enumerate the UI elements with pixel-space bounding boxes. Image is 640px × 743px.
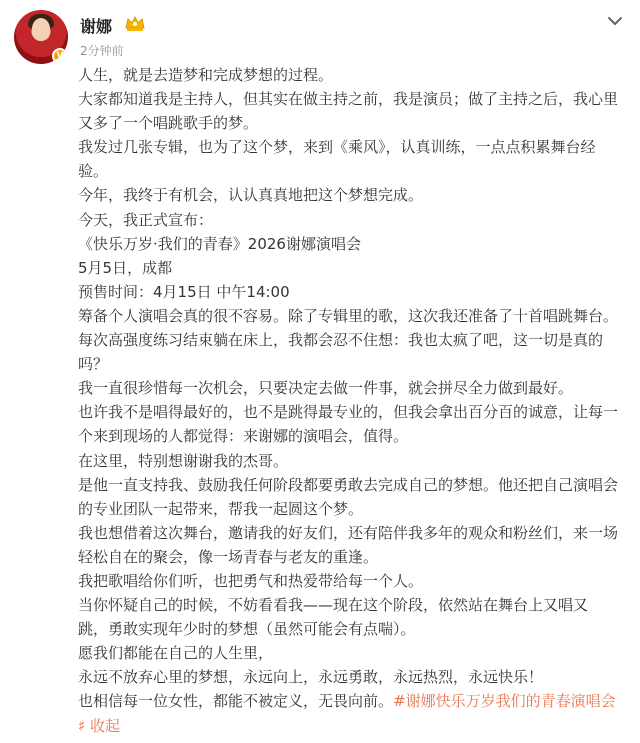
post-line: 我一直很珍惜每一次机会，只要决定去做一件事，就会拼尽全力做到最好。 [78, 379, 574, 398]
post-line: 跳，勇敢实现年少时的梦想（虽然可能会有点喘）。 [78, 620, 416, 639]
post-line: 也许我不是唱得最好的，也不是跳得最专业的，但我会拿出百分百的诚意，让每一 [78, 403, 619, 422]
post-line: 永远不放弃心里的梦想，永远向上，永远勇敢，永远热烈，永远快乐！ [78, 668, 544, 687]
vip-crown-icon[interactable] [124, 14, 146, 32]
post-line: 个来到现场的人都觉得：来谢娜的演唱会，值得。 [78, 427, 409, 446]
post-line: 大家都知道我是主持人，但其实在做主持之前，我是演员；做了主持之后，我心里 [78, 90, 619, 109]
post-line-text: 也相信每一位女性，都能不被定义，无畏向前。 [78, 692, 394, 711]
post-header [14, 10, 626, 66]
post-line: 愿我们都能在自己的人生里， [78, 644, 274, 663]
post-content [78, 63, 626, 738]
post-line: 《快乐万岁·我们的青春》2026谢娜演唱会 [78, 234, 361, 253]
post-line: 筹备个人演唱会真的很不容易。除了专辑里的歌，这次我还准备了十首唱跳舞台。 [78, 306, 619, 325]
avatar[interactable] [14, 10, 68, 64]
post-line: 当你怀疑自己的时候，不妨看看我——现在这个阶段，依然站在舞台上又唱又 [78, 596, 589, 615]
post-line: 我也想借着这次舞台，邀请我的好友们，还有陪伴我多年的观众和粉丝们，来一场 [78, 523, 619, 542]
post-line: 轻松自在的聚会，像一场青春与老友的重逢。 [78, 547, 379, 566]
post-line: 今天，我正式宣布： [78, 210, 214, 229]
post-line: 验。 [78, 162, 109, 181]
post-line: 5月5日，成都 [78, 258, 173, 277]
collapse-link[interactable]: ♯ 收起 [78, 716, 121, 735]
post-line: 的专业团队一起带来，帮我一起圆这个梦。 [78, 499, 364, 518]
hashtag-link[interactable]: #谢娜快乐万岁我们的青春演唱会 [393, 692, 616, 711]
verified-badge-icon: V [52, 48, 68, 64]
post-line: 是他一直支持我、鼓励我任何阶段都要勇敢去完成自己的梦想。他还把自己演唱会 [78, 475, 619, 494]
author-name[interactable]: 谢娜 [80, 17, 113, 36]
post-line: 我发过几张专辑，也为了这个梦，来到《乘风》，认真训练，一点点积累舞台经 [78, 138, 596, 157]
post-line: 人生，就是去造梦和完成梦想的过程。 [78, 66, 334, 84]
post-line: 每次高强度练习结束躺在床上，我都会忍不住想：我也太疯了吧，这一切是真的 [78, 331, 604, 350]
post-time[interactable]: 2分钟前 [80, 44, 124, 58]
post-line: 在这里，特别想谢谢我的杰哥。 [78, 451, 289, 470]
avatar-face [32, 18, 50, 40]
post-line: 又多了一个唱跳歌手的梦。 [78, 114, 259, 133]
post-line: 我把歌唱给你们听，也把勇气和热爱带给每一个人。 [78, 571, 424, 590]
post-line: 预售时间：4月15日 中午14:00 [78, 282, 290, 301]
post-line: 吗？ [78, 355, 109, 374]
post-line: 今年，我终于有机会，认认真真地把这个梦想完成。 [78, 186, 424, 205]
post-line-last [78, 689, 626, 713]
chevron-down-icon[interactable] [606, 12, 624, 30]
